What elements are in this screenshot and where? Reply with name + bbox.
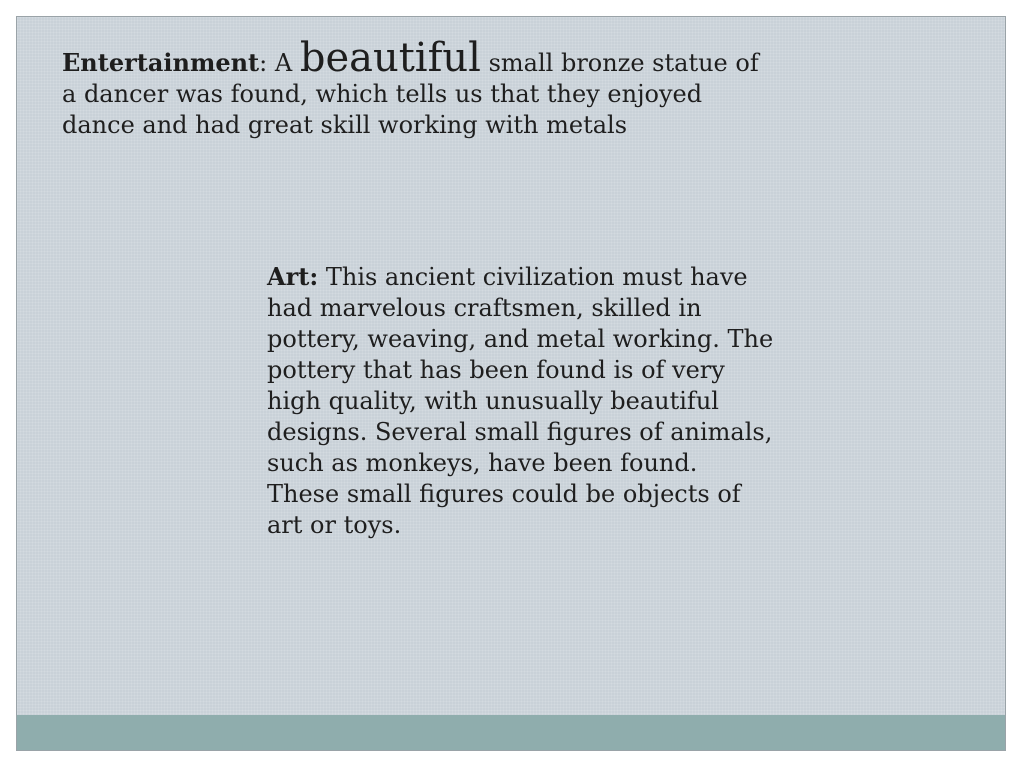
art-heading: Art: — [267, 262, 319, 291]
art-body: This ancient civilization must have had marvelous craftsmen, skilled in pottery, weaving, and metal working. The pottery that has been found is of very high quality, with unusually beautiful designs. Several small figures of animals, such as monkeys, have been found. These small figures could be objects of art or toys. — [267, 263, 774, 539]
footer-bar — [17, 715, 1005, 750]
entertainment-heading-suffix: : A — [259, 49, 300, 77]
entertainment-heading: Entertainment — [62, 48, 260, 77]
art-paragraph — [267, 261, 777, 541]
entertainment-body: small bronze statue of a dancer was found, which tells us that they enjoyed dance and had great skill working with metals — [62, 49, 759, 139]
entertainment-emphasis-word: beautiful — [299, 35, 481, 81]
entertainment-paragraph — [62, 35, 762, 141]
slide — [16, 16, 1006, 751]
